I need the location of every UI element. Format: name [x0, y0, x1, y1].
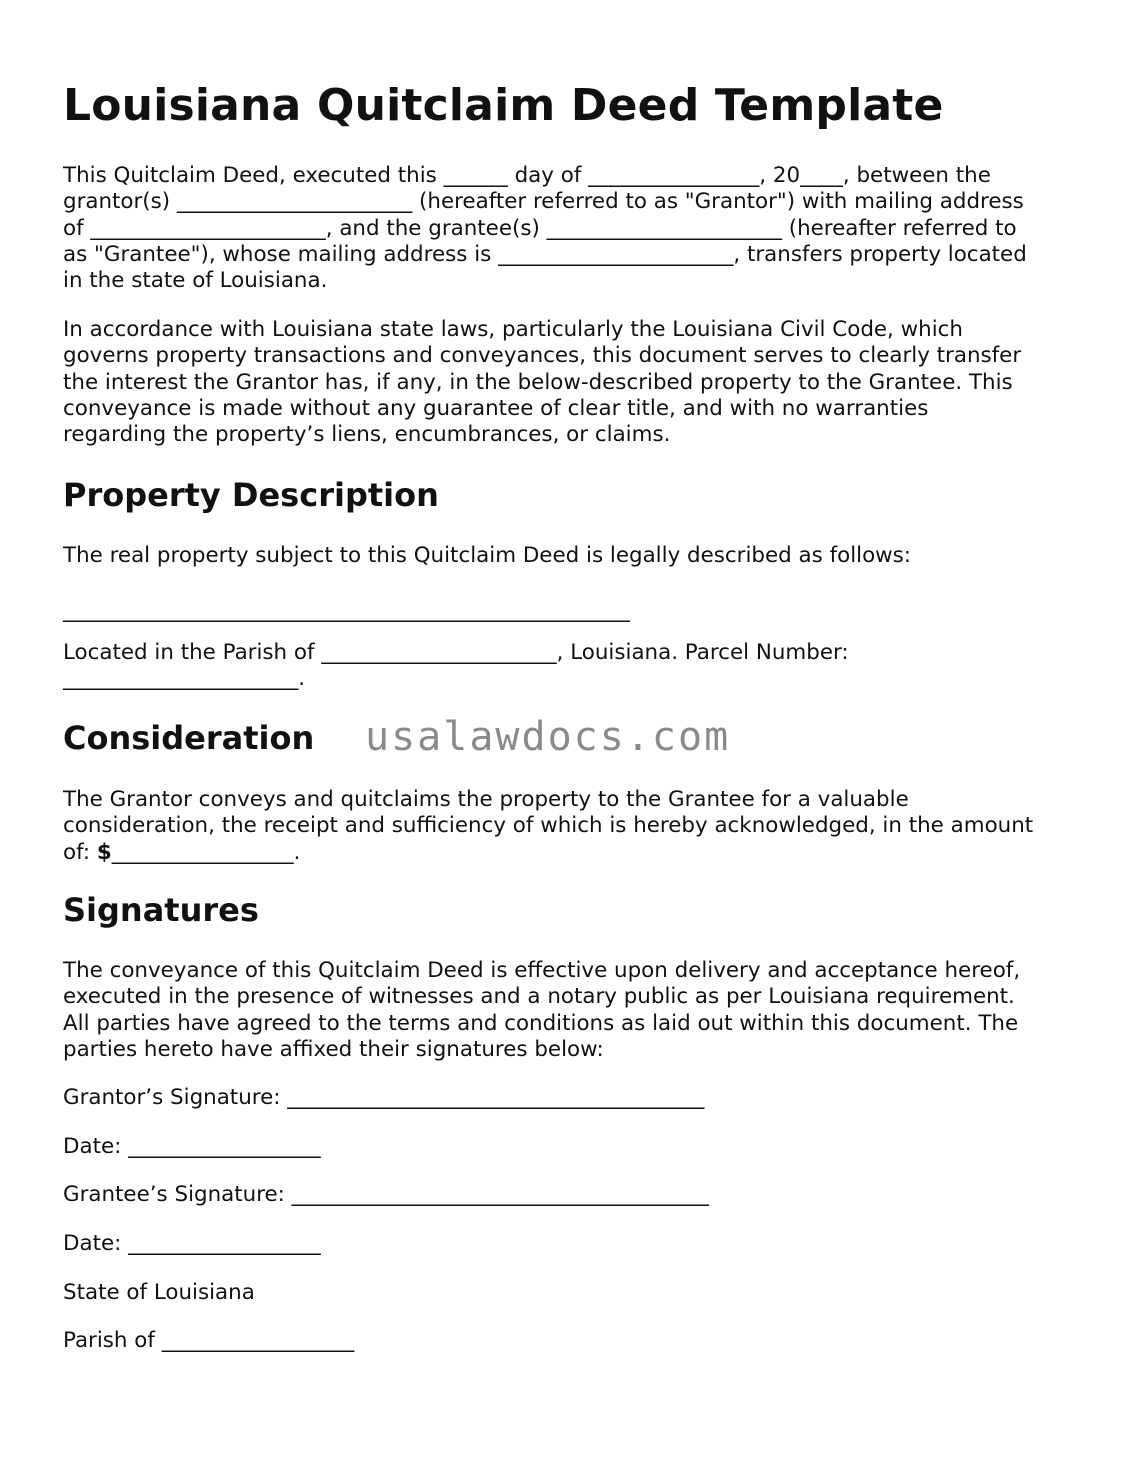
intro-line: in the state of Louisiana. [63, 268, 328, 294]
law-line: regarding the property’s liens, encumbrances, or claims. [63, 422, 671, 448]
amount-blank: _________________. [111, 839, 301, 865]
consideration-heading: Consideration [63, 719, 315, 757]
grantee-date-line: Date: __________________ [63, 1231, 321, 1256]
law-line: conveyance is made without any guarantee of clear title, and with no warranties [63, 395, 929, 421]
parcel-number-line: ______________________. [63, 666, 306, 692]
amount-prefix: of: [63, 839, 97, 865]
parish-paragraph [63, 640, 1073, 693]
intro-line: as "Grantee"), whose mailing address is ______________________, transfers property located [63, 241, 1027, 267]
consideration-line: The Grantor conveys and quitclaims the property to the Grantee for a valuable [63, 787, 909, 812]
law-line: the interest the Grantor has, if any, in the below-described property to the Grantee. This [63, 369, 1013, 395]
property-intro: The real property subject to this Quitclaim Deed is legally described as follows: [63, 543, 912, 568]
intro-line: grantor(s) ______________________ (hereafter referred to as "Grantor") with mailing address [63, 189, 1024, 215]
grantee-signature-line: Grantee’s Signature: _______________________________________ [63, 1182, 709, 1207]
consideration-line: consideration, the receipt and sufficiency of which is hereby acknowledged, in the amount [63, 813, 1034, 839]
signatures-line: parties hereto have affixed their signatures below: [63, 1036, 604, 1062]
page-title: Louisiana Quitclaim Deed Template [63, 80, 944, 131]
parish-line: Located in the Parish of ______________________, Louisiana. Parcel Number: [63, 640, 849, 665]
watermark: usalawdocs.com [365, 714, 731, 760]
signatures-line: The conveyance of this Quitclaim Deed is effective upon delivery and acceptance hereof, [63, 958, 1021, 983]
law-line: In accordance with Louisiana state laws, particularly the Louisiana Civil Code, which [63, 317, 963, 342]
signatures-line: All parties have agreed to the terms and conditions as laid out within this document. The [63, 1010, 1019, 1036]
dollar-sign: $ [96, 839, 112, 865]
intro-line: This Quitclaim Deed, executed this ______ day of ________________, 20____, between the [63, 163, 991, 188]
parish-signature-line: Parish of __________________ [63, 1328, 355, 1353]
signatures-heading: Signatures [63, 891, 259, 929]
state-line: State of Louisiana [63, 1280, 255, 1305]
signatures-paragraph [63, 958, 1073, 1063]
law-line: governs property transactions and conveyances, this document serves to clearly transfer [63, 343, 1022, 369]
consideration-paragraph [63, 787, 1073, 866]
grantor-signature-line: Grantor’s Signature: _______________________________________ [63, 1085, 705, 1110]
law-paragraph [63, 317, 1073, 448]
property-blank-line: _____________________________________________________ [63, 598, 630, 623]
property-description-heading: Property Description [63, 476, 439, 514]
consideration-amount-line [63, 840, 1073, 866]
grantor-date-line: Date: __________________ [63, 1134, 321, 1159]
signatures-line: executed in the presence of witnesses and a notary public as per Louisiana requirement. [63, 984, 1015, 1010]
intro-paragraph [63, 163, 1073, 294]
intro-line: of ______________________, and the grantee(s) ______________________ (hereafter referred to [63, 215, 1017, 241]
